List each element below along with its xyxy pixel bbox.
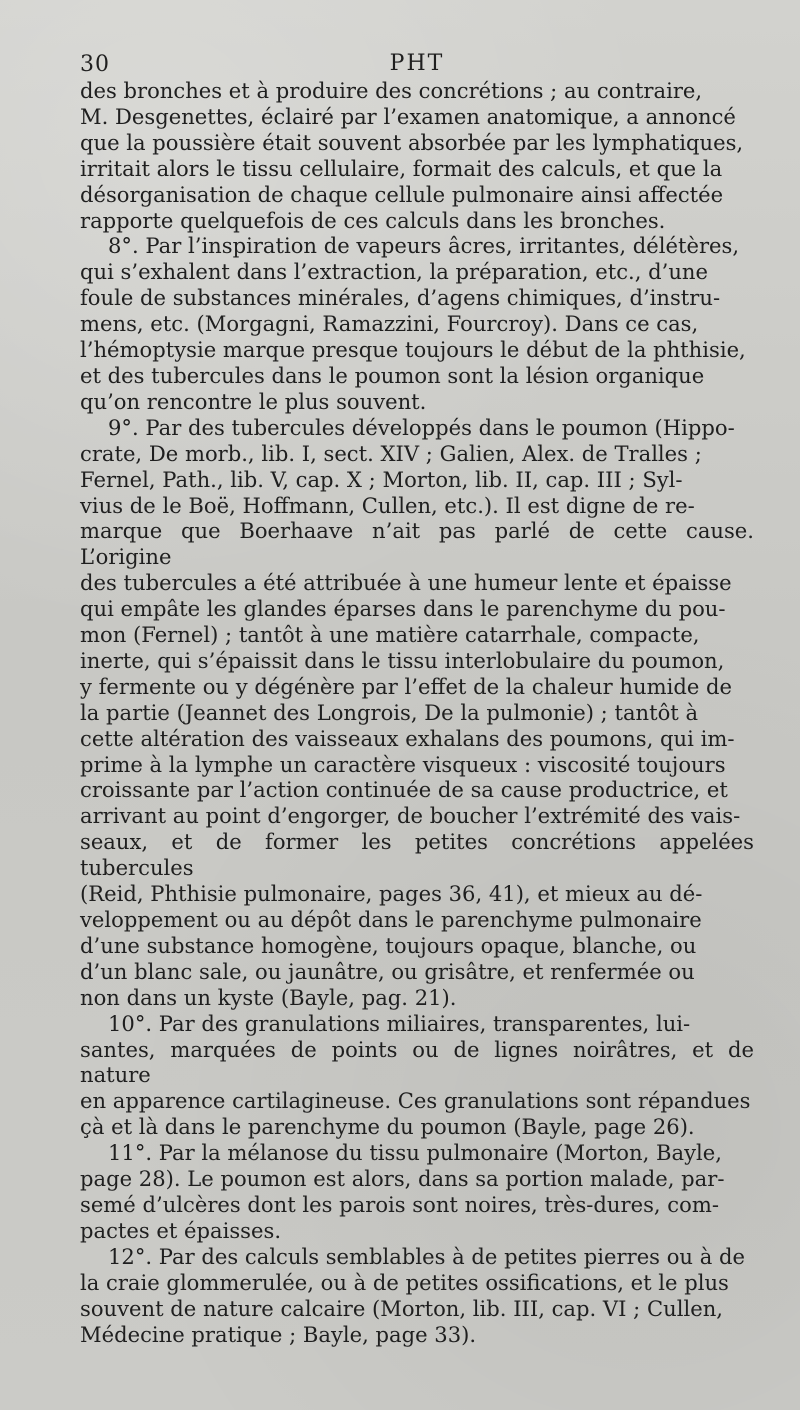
text-line: la partie (Jeannet des Longrois, De la pulmonie) ; tantôt à bbox=[80, 699, 699, 725]
text-line: la craie glommerulée, ou à de petites ossifications, et le plus bbox=[80, 1269, 729, 1295]
text-line: inerte, qui s’épaissit dans le tissu interlobulaire du poumon, bbox=[80, 647, 725, 673]
text-line: 12°. Par des calculs semblables à de petites pierres ou à de bbox=[108, 1243, 745, 1269]
text-line: Fernel, Path., lib. V, cap. X ; Morton, lib. II, cap. III ; Syl- bbox=[80, 466, 683, 492]
text-line: des tubercules a été attribuée à une humeur lente et épaisse bbox=[80, 570, 732, 596]
text-line: seaux, et de former les petites concrétions appelées tubercules bbox=[80, 829, 754, 881]
text-line: 8°. Par l’inspiration de vapeurs âcres, irritantes, délétères, bbox=[108, 233, 740, 259]
paragraph-continuation bbox=[80, 78, 754, 233]
text-line: qui empâte les glandes éparses dans le parenchyme du pou- bbox=[80, 596, 726, 622]
text-line: rapporte quelquefois de ces calculs dans les bronches. bbox=[80, 207, 666, 233]
text-line: irritait alors le tissu cellulaire, formait des calculs, et que la bbox=[80, 155, 723, 181]
text-line: souvent de nature calcaire (Morton, lib. III, cap. VI ; Cullen, bbox=[80, 1295, 723, 1321]
text-line: que la poussière était souvent absorbée par les lymphatiques, bbox=[80, 129, 744, 155]
text-line: 11°. Par la mélanose du tissu pulmonaire (Morton, Bayle, bbox=[108, 1140, 722, 1166]
text-line: 10°. Par des granulations miliaires, transparentes, lui- bbox=[108, 1010, 691, 1036]
text-line: marque que Boerhaave n’ait pas parlé de cette cause. L’origine bbox=[80, 518, 754, 570]
text-line: foule de substances minérales, d’agens chimiques, d’instru- bbox=[80, 285, 721, 311]
page-number: 30 bbox=[80, 52, 110, 77]
text-line: d’un blanc sale, ou jaunâtre, ou grisâtre, et renfermée ou bbox=[80, 958, 695, 984]
text-line: (Reid, Phthisie pulmonaire, pages 36, 41), et mieux au dé- bbox=[80, 881, 703, 907]
text-line: d’une substance homogène, toujours opaque, blanche, ou bbox=[80, 932, 697, 958]
text-line: pactes et épaisses. bbox=[80, 1217, 282, 1243]
running-head bbox=[80, 48, 754, 78]
text-line: des bronches et à produire des concrétions ; au contraire, bbox=[80, 78, 703, 103]
text-line: croissante par l’action continuée de sa cause productrice, et bbox=[80, 777, 728, 803]
text-line: Médecine pratique ; Bayle, page 33). bbox=[80, 1321, 477, 1347]
body-text bbox=[80, 78, 754, 1347]
text-line: semé d’ulcères dont les parois sont noires, très-dures, com- bbox=[80, 1191, 719, 1217]
text-line: non dans un kyste (Bayle, pag. 21). bbox=[80, 984, 457, 1010]
text-line: crate, De morb., lib. I, sect. XIV ; Galien, Alex. de Tralles ; bbox=[80, 440, 702, 466]
text-line: en apparence cartilagineuse. Ces granulations sont répandues bbox=[80, 1088, 751, 1114]
text-line: prime à la lymphe un caractère visqueux : viscosité toujours bbox=[80, 751, 726, 777]
text-line: mens, etc. (Morgagni, Ramazzini, Fourcroy). Dans ce cas, bbox=[80, 311, 699, 337]
text-line: arrivant au point d’engorger, de boucher l’extrémité des vais- bbox=[80, 803, 741, 829]
paragraph-12 bbox=[80, 1244, 754, 1348]
text-line: M. Desgenettes, éclairé par l’examen anatomique, a annoncé bbox=[80, 103, 736, 129]
text-line: çà et là dans le parenchyme du poumon (Bayle, page 26). bbox=[80, 1114, 695, 1140]
text-line: qu’on rencontre le plus souvent. bbox=[80, 388, 427, 414]
paragraph-11 bbox=[80, 1140, 754, 1244]
text-line: désorganisation de chaque cellule pulmonaire ainsi affectée bbox=[80, 181, 724, 207]
text-line: et des tubercules dans le poumon sont la lésion organique bbox=[80, 362, 705, 388]
text-line: santes, marquées de points ou de lignes noirâtres, et de nature bbox=[80, 1036, 754, 1088]
paragraph-10 bbox=[80, 1011, 754, 1141]
paragraph-8 bbox=[80, 233, 754, 414]
paragraph-9 bbox=[80, 415, 754, 1011]
text-line: mon (Fernel) ; tantôt à une matière catarrhale, compacte, bbox=[80, 622, 700, 648]
text-line: l’hémoptysie marque presque toujours le début de la phthisie, bbox=[80, 337, 746, 363]
text-line: vius de le Boë, Hoffmann, Cullen, etc.). Il est digne de re- bbox=[80, 492, 695, 518]
text-line: 9°. Par des tubercules développés dans le poumon (Hippo- bbox=[108, 414, 735, 440]
text-line: page 28). Le poumon est alors, dans sa portion malade, par- bbox=[80, 1166, 725, 1192]
text-line: veloppement ou au dépôt dans le parenchyme pulmonaire bbox=[80, 907, 702, 932]
text-line: y fermente ou y dégénère par l’effet de la chaleur humide de bbox=[80, 673, 733, 699]
running-title: PHT bbox=[389, 51, 445, 76]
text-line: cette altération des vaisseaux exhalans des poumons, qui im- bbox=[80, 725, 735, 751]
text-line: qui s’exhalent dans l’extraction, la préparation, etc., d’une bbox=[80, 259, 709, 285]
